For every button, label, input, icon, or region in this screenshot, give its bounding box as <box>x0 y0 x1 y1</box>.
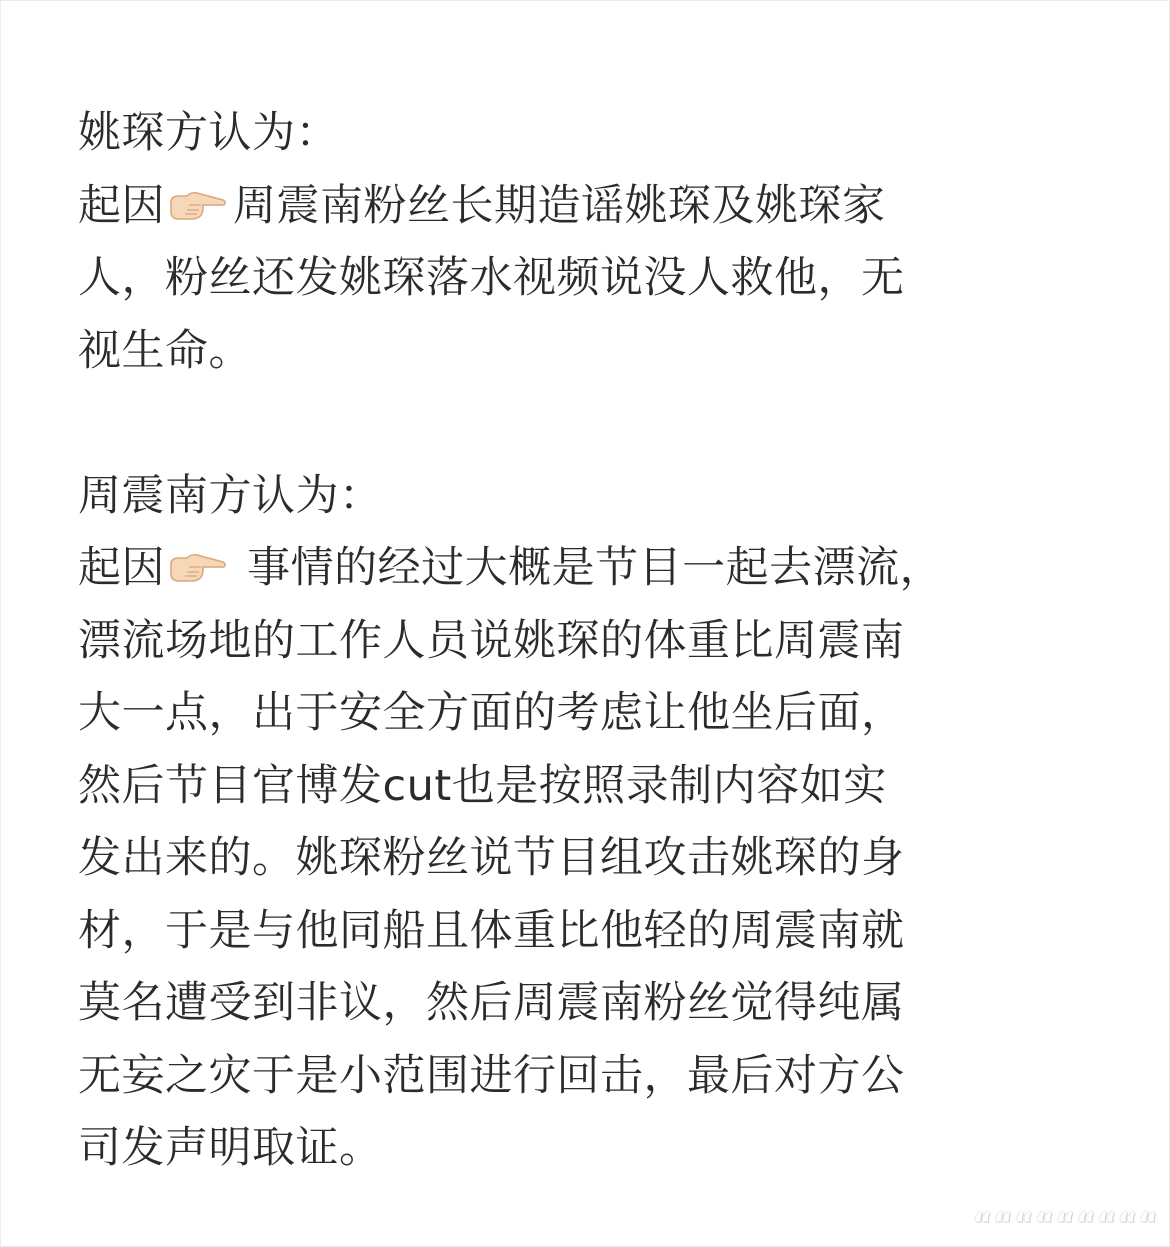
pointing-hand-icon <box>167 550 229 586</box>
text-line: 大一点，出于安全方面的考虑让他坐后面， <box>78 688 905 738</box>
text-line: 发出来的。姚琛粉丝说节目组攻击姚琛的身 <box>78 833 905 883</box>
cause-text: 周震南粉丝长期造谣姚琛及姚琛家 <box>233 180 886 231</box>
post-text <box>78 97 1073 1185</box>
paragraph-spacer <box>78 387 1073 460</box>
text-line: 视生命。 <box>78 325 252 376</box>
text-line: 莫名遭受到非议，然后周震南粉丝觉得纯属 <box>78 978 905 1028</box>
pointing-hand-icon <box>167 188 229 224</box>
text-line <box>78 532 1073 605</box>
text-line: 无妄之灾于是小范围进行回击，最后对方公 <box>78 1050 905 1101</box>
text-line <box>78 170 1073 243</box>
section-heading: 姚琛方认为： <box>78 108 339 158</box>
cause-label: 起因 <box>78 543 165 593</box>
text-line: 司发声明取证。 <box>78 1123 383 1173</box>
section-heading: 周震南方认为： <box>78 470 383 521</box>
text-line: 材，于是与他同船且体重比他轻的周震南就 <box>78 905 905 956</box>
text-line: 人，粉丝还发姚琛落水视频说没人救他，无 <box>78 253 905 303</box>
cause-label: 起因 <box>78 180 165 231</box>
cause-text: 事情的经过大概是节目一起去漂流， <box>233 543 944 593</box>
zhou-side-section <box>78 460 1073 1185</box>
text-line: 然后节目官博发cut也是按照录制内容如实 <box>78 760 887 811</box>
text-line: 漂流场地的工作人员说姚琛的体重比周震南 <box>78 615 905 666</box>
yao-side-section <box>78 97 1073 387</box>
watermark: “““““““““ <box>972 1207 1159 1242</box>
